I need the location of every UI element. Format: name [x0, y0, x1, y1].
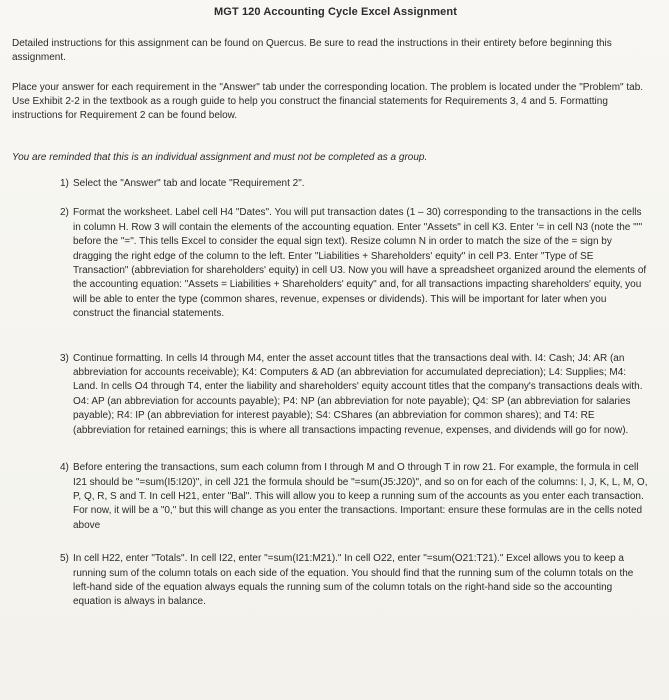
step-number: 5): [60, 553, 69, 565]
step-text: Continue formatting. In cells I4 through M4, enter the asset account titles that the transactions deal with. I4: Cash; J4: AR (an abbreviation for accounts receivable); K4: Computers & AD (an abbreviation for accumulated depreciation); L4: Supplies; M4: Land. In cells O4 through T4, enter the liability and shareholders' equity account titles that the company's transactions deals with. O4: AP (an abbreviation for accounts payable); P4: NP (an abbreviation for note payable); Q4: SP (an abbreviation for salaries payable); R4: IP (an abbreviation for interest payable); S4: CShares (an abbreviation for common shares); and T4: RE (abbreviation for retained earnings; this is where all transactions impacting revenue, expenses, and dividends will go for now).: [73, 352, 643, 436]
list-item: [60, 206, 649, 321]
step-number: 1): [60, 178, 69, 189]
step-number: 3): [60, 352, 69, 364]
step-number: 4): [60, 462, 69, 474]
individual-work-reminder: You are reminded that this is an individual assignment and must not be completed as a group.: [12, 152, 428, 163]
list-item: [60, 177, 649, 191]
list-item: [60, 461, 649, 533]
step-text: In cell H22, enter "Totals". In cell I22, enter "=sum(I21:M21)." In cell O22, enter "=sum(O21:T21)." Excel allows you to keep a running sum of the column totals on each side of the equation. You should find that the running sum of the column totals on the left-hand side of the equation always equals the running sum of the column totals on the right-hand side so the accounting equation is always in balance.: [73, 553, 634, 608]
step-text: Select the "Answer" tab and locate "Requirement 2".: [73, 178, 305, 189]
list-item: [60, 352, 649, 438]
document-title: MGT 120 Accounting Cycle Excel Assignment: [214, 6, 457, 18]
intro-paragraph: Detailed instructions for this assignment can be found on Quercus. Be sure to read the instructions in their entirety before beginning this assignment.: [12, 38, 612, 63]
placement-paragraph: Place your answer for each requirement in the "Answer" tab under the corresponding location. The problem is located under the "Problem" tab. Use Exhibit 2-2 in the textbook as a rough guide to help you construct the financial statements for Requirements 3, 4 and 5. Formatting instructions for Requirement 2 can be found below.: [12, 82, 644, 121]
list-item: [60, 552, 649, 610]
step-number: 2): [60, 207, 69, 219]
step-text: Format the worksheet. Label cell H4 "Dates". You will put transaction dates (1 – 30) corresponding to the transactions in the cells in column H. Row 3 will contain the elements of the accounting equation. Enter "Assets" in cell K3. Enter '= in cell N3 (note the "'" before the "=". This tells Excel to consider the equal sign text). Resize column N in order to match the size of the = sign by dragging the right edge of the column to the left. Enter "Liabilities + Shareholders' equity" in cell P3. Enter "Type of SE Transaction" (abbreviation for shareholders' equity) in cell U3. Now you will have a spreadsheet organized around the elements of the accounting equation: "Assets = Liabilities + Shareholders' equity" and, for all transactions impacting shareholders' equity, you will be able to enter the type (common shares, revenue, expenses or dividends). This will be important for later when you construct the financial statements.: [73, 207, 647, 320]
instruction-list: [12, 177, 659, 610]
step-text: Before entering the transactions, sum each column from I through M and O through T in row 21. For example, the formula in cell I21 should be "=sum(I5:I20)", in cell J21 the formula should be "=sum(J5:J20)", and so on for each of the columns: I, J, K, L, M, O, P, Q, R, S and T. In cell H21, enter "Bal". This will allow you to keep a running sum of the accounts as you enter each transaction. For now, it will be a "0," but this will change as you enter the transactions. Important: ensure these formulas are in the cells noted above: [73, 462, 648, 531]
